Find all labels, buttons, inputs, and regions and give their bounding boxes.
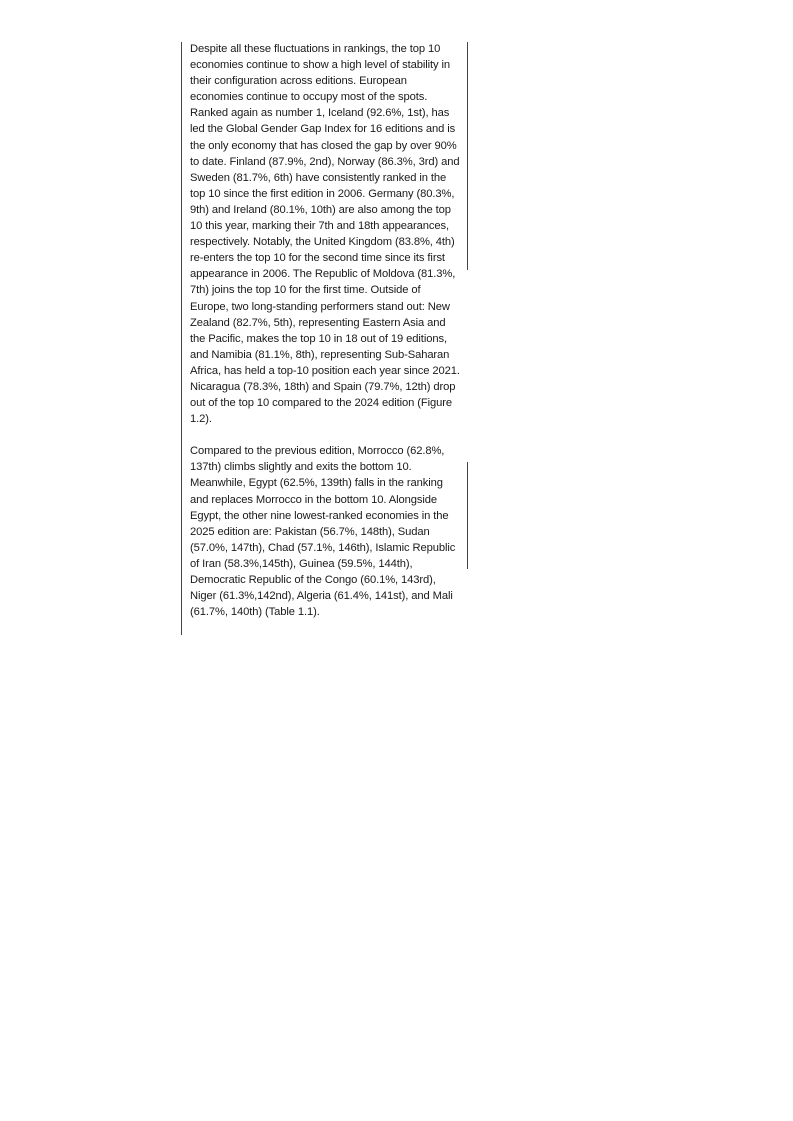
paragraph-top-10: Despite all these fluctuations in rankings, the top 10 economies continue to show a high level of stability in their configuration across editions. European economies continue to occupy most of the spots. Ranked again as number 1, Iceland (92.6%, 1st), has led the Global Gender Gap Index for 16 editions and is the only economy that has closed the gap by over 90% to date. Finland (87.9%, 2nd), Norway (86.3%, 3rd) and Sweden (81.7%, 6th) have consistently ranked in the top 10 since the first edition in 2006. Germany (80.3%, 9th) and Ireland (80.1%, 10th) are also among the top 10 this year, marking their 7th and 18th appearances, respectively. Notably, the United Kingdom (83.8%, 4th) re-enters the top 10 for the second time since its first appearance in 2006. The Republic of Moldova (81.3%, 7th) joins the top 10 for the first time. Outside of Europe, two long-standing performers stand out: New Zealand (82.7%, 5th), representing Eastern Asia and the Pacific, makes the top 10 in 18 out of 19 editions, and Namibia (81.1%, 8th), representing Sub-Saharan Africa, has held a top-10 position each year since 2021. Nicaragua (78.3%, 18th) and Spain (79.7%, 12th) drop out of the top 10 compared to the 2024 edition (Figure 1.2).: [190, 43, 460, 426]
text-column: [190, 41, 461, 620]
column-rule-right: [467, 42, 468, 270]
column-rule-right-lower: [467, 462, 468, 569]
column-rule-left: [181, 42, 182, 635]
paragraph-bottom-10: Compared to the previous edition, Morrocco (62.8%, 137th) climbs slightly and exits the bottom 10. Meanwhile, Egypt (62.5%, 139th) falls in the ranking and replaces Morrocco in the bottom 10. Alongside Egypt, the other nine lowest-ranked economies in the 2025 edition are: Pakistan (56.7%, 148th), Sudan (57.0%, 147th), Chad (57.1%, 146th), Islamic Republic of Iran (58.3%,145th), Guinea (59.5%, 144th), Democratic Republic of the Congo (60.1%, 143rd), Niger (61.3%,142nd), Algeria (61.4%, 141st), and Mali (61.7%, 140th) (Table 1.1).: [190, 445, 456, 619]
